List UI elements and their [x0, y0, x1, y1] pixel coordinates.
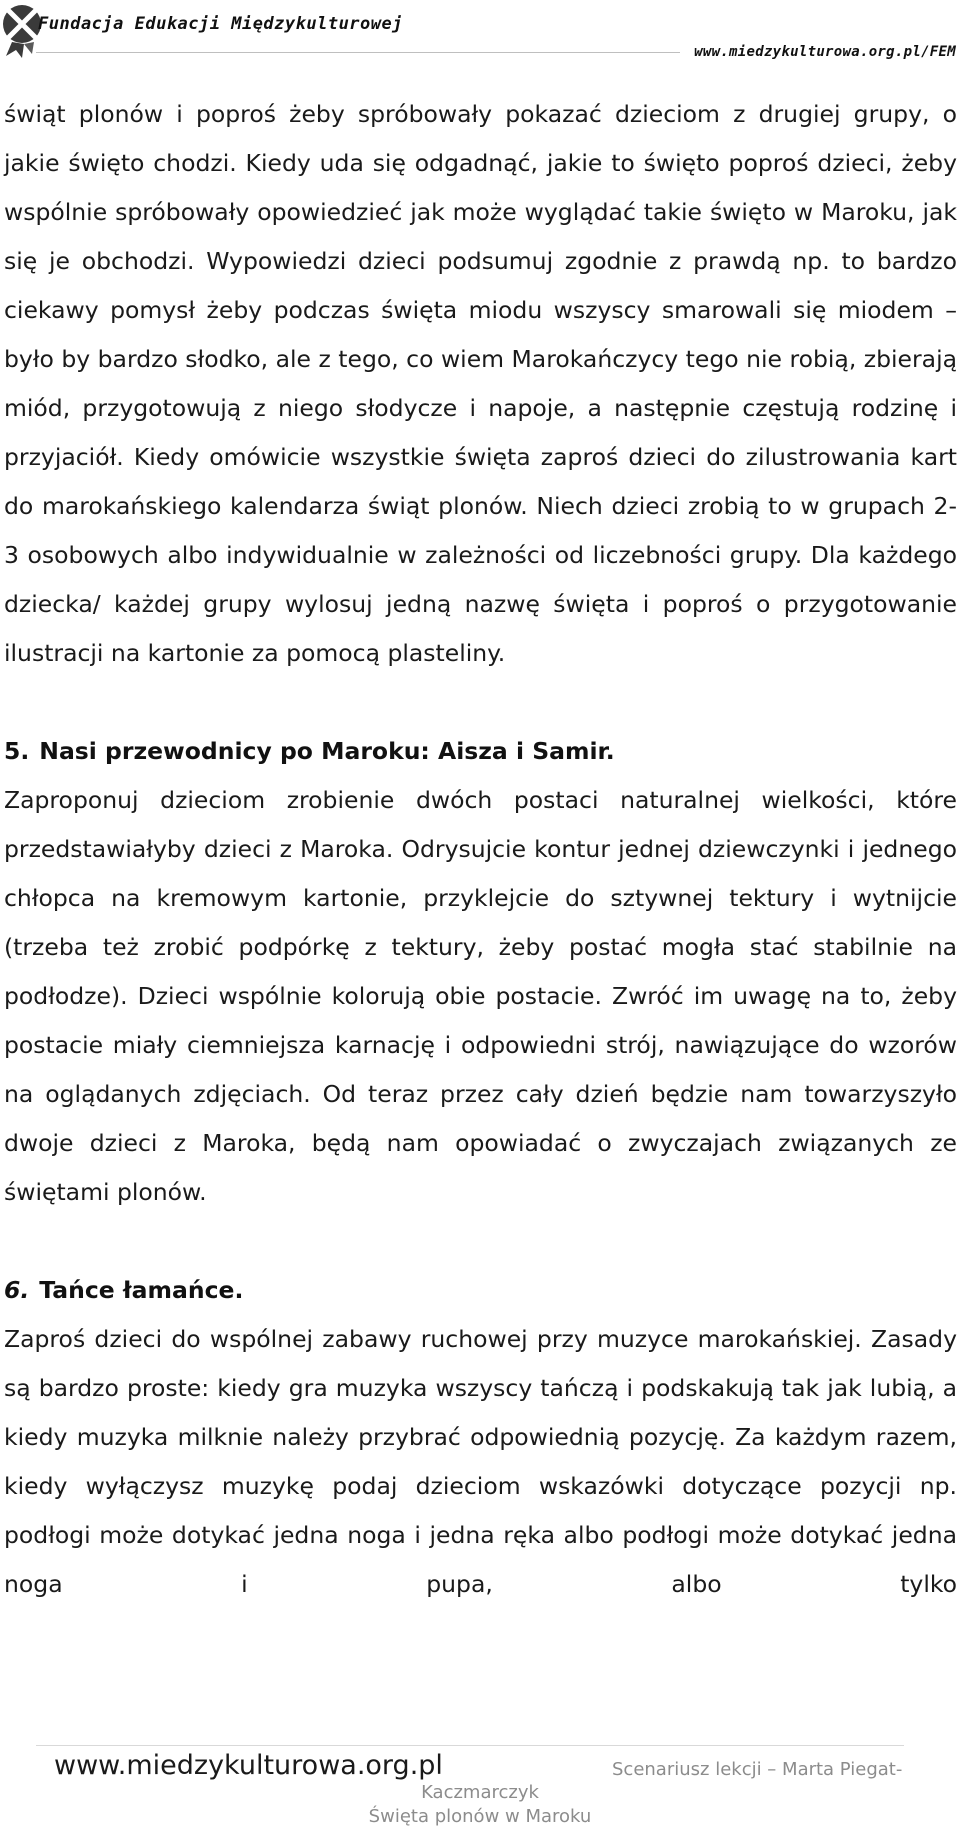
section-5-heading [4, 727, 957, 776]
intro-paragraph: świąt plonów i poproś żeby spróbowały pokazać dzieciom z drugiej grupy, o jakie święto chodzi. Kiedy uda się odgadnąć, jakie to święto poproś dzieci, żeby wspólnie spróbowały opowiedzieć jak może wyglądać takie święto w Maroku, jak się je obchodzi. Wypowiedzi dzieci podsumuj zgodnie z prawdą np. to bardzo ciekawy pomysł żeby podczas święta miodu wszyscy smarowali się miodem – było by bardzo słodko, ale z tego, co wiem Marokańczycy tego nie robią, zbierają miód, przygotowują z niego słodycze i napoje, a następnie częstują rodzinę i przyjaciół. Kiedy omówicie wszystkie święta zaproś dzieci do zilustrowania kart do marokańskiego kalendarza świąt plonów. Niech dzieci zrobią to w grupach 2-3 osobowych albo indywidualnie w zależności od liczebności grupy. Dla każdego dziecka/ każdej grupy wylosuj jedną nazwę święta i poproś o przygotowanie ilustracji na kartonie za pomocą plasteliny. [4, 100, 958, 667]
paragraph-spacer [4, 678, 957, 727]
footer-credit-line-1: Scenariusz lekcji – Marta Piegat- [612, 1759, 903, 1780]
section-5-text: Zaproponuj dzieciom zrobienie dwóch postaci naturalnej wielkości, które przedstawiałyby dzieci z Maroka. Odrysujcie kontur jednej dziewczynki i jednego chłopca na kremowym kartonie, przyklejcie do sztywnej tektury i wytnijcie (trzeba też zrobić podpórkę z tektury, żeby postać mogła stać stabilnie na podłodze). Dzieci wspólnie kolorują obie postacie. Zwróć im uwagę na to, żeby postacie miały ciemniejsza karnację i odpowiedni strój, nawiązujące do wzorów na oglądanych zdjęciach. Od teraz przez cały dzień będzie nam towarzyszyło dwoje dzieci z Maroka, będą nam opowiadać o zwyczajach związanych ze świętami plonów. [4, 786, 957, 1206]
header-url[interactable]: www.miedzykulturowa.org.pl/FEM [694, 44, 956, 60]
section-5-title: Nasi przewodnicy po Maroku: Aisza i Samir. [39, 737, 615, 765]
document-body [4, 90, 957, 1609]
section-5-number: 5. [4, 737, 30, 765]
footer-divider [36, 1745, 904, 1746]
paragraph-spacer [4, 1217, 957, 1266]
section-6-title: Tańce łamańce. [39, 1276, 244, 1304]
section-6-heading [4, 1266, 957, 1315]
organization-name: Fundacja Edukacji Międzykulturowej [38, 14, 403, 34]
page-header [0, 0, 960, 64]
section-6-text: Zaproś dzieci do wspólnej zabawy ruchowej przy muzyce marokańskiej. Zasady są bardzo proste: kiedy gra muzyka wszyscy tańczą i podskakują tak jak lubią, a kiedy muzyka milknie należy przybrać odpowiednią pozycję. Za każdym razem, kiedy wyłączysz muzykę podaj dzieciom wskazówki dotyczące pozycji np. podłogi może dotykać jedna noga i jedna ręka albo podłogi może dotykać jedna noga i pupa, albo tylko [4, 1325, 957, 1598]
footer-credit-line-2: Kaczmarczyk [421, 1782, 539, 1803]
footer-url[interactable]: www.miedzykulturowa.org.pl [54, 1750, 443, 1781]
footer-document-title: Święta plonów w Maroku [368, 1806, 592, 1827]
header-divider [36, 52, 680, 53]
section-6-number: 6. [4, 1276, 30, 1304]
